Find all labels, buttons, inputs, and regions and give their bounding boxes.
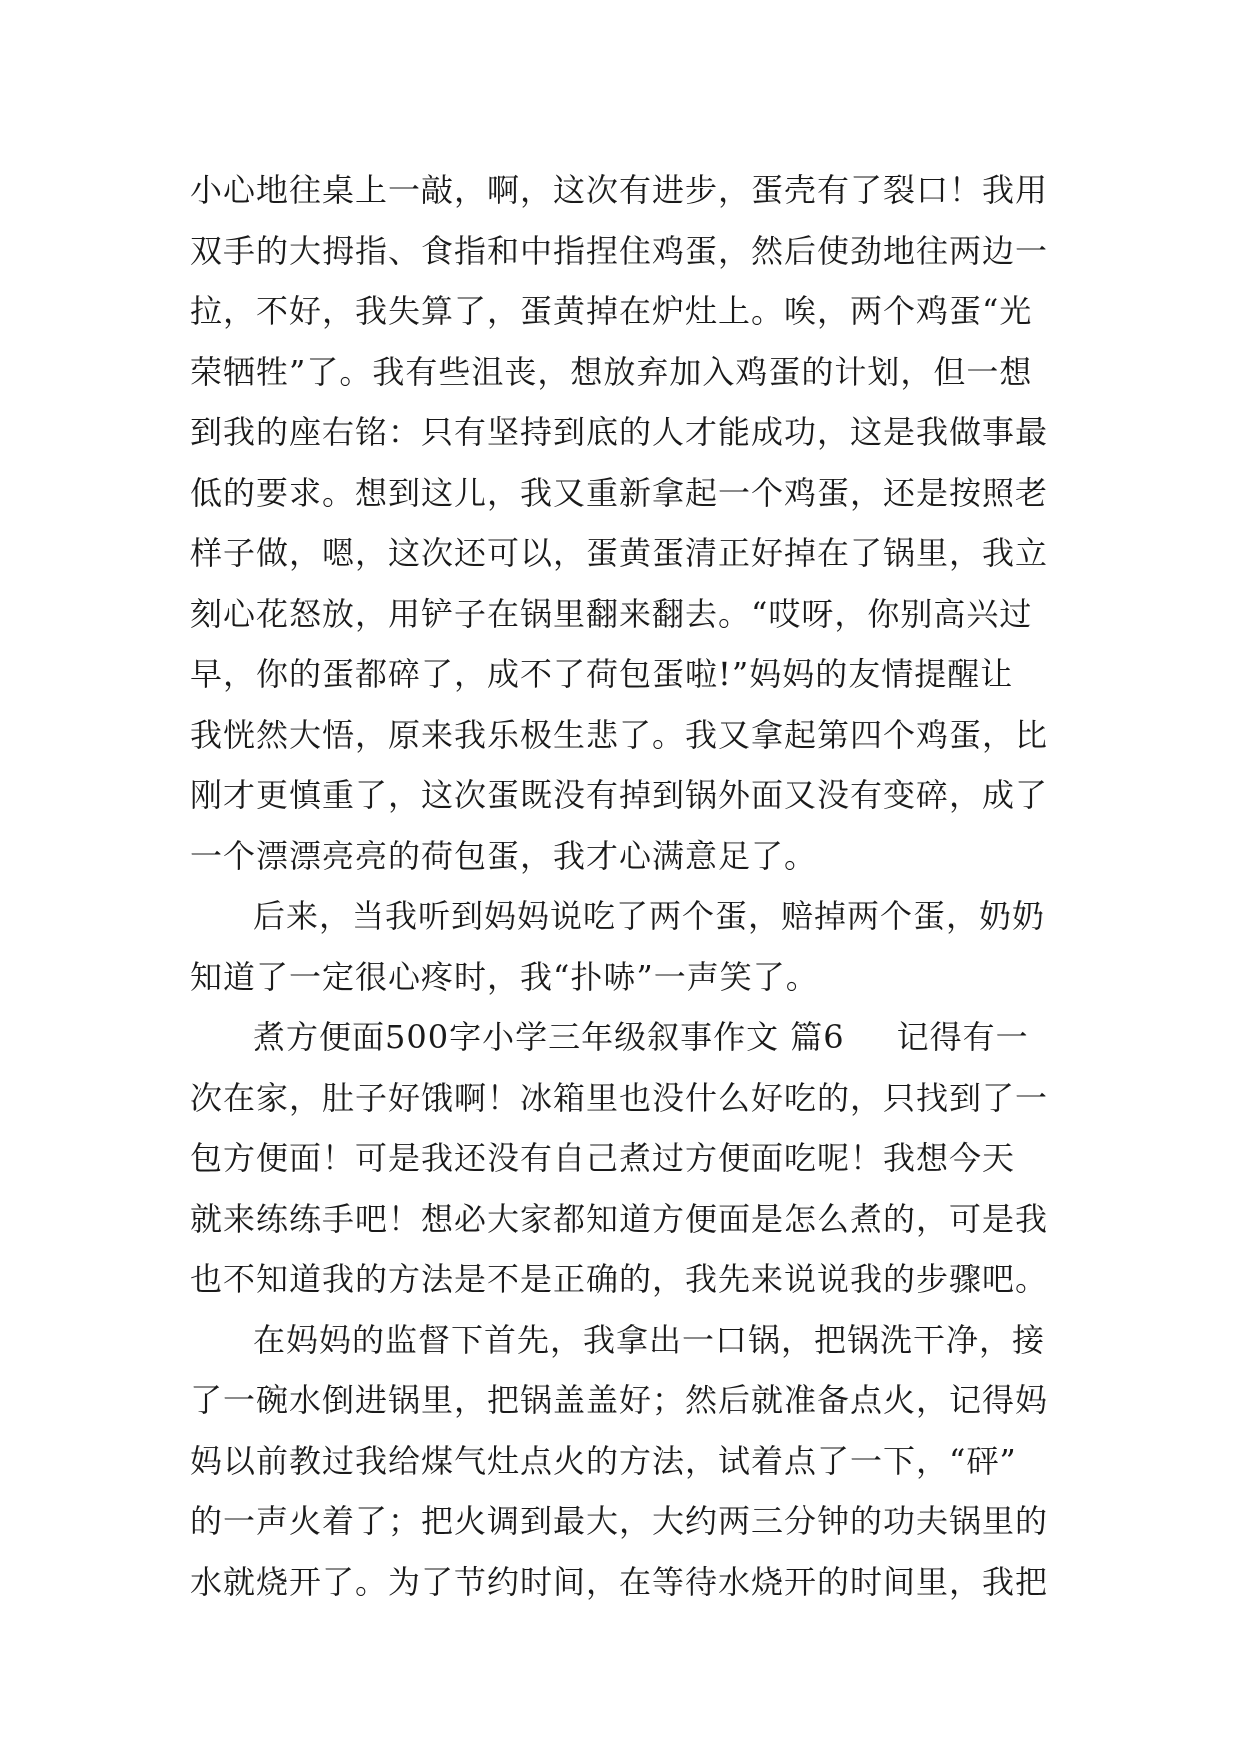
document-body: [190, 160, 1070, 1612]
essay-heading-line: [190, 1007, 1070, 1068]
essay-title: 煮方便面500字小学三年级叙事作文 篇6: [253, 1018, 845, 1056]
text-line: 包方便面！可是我还没有自己煮过方便面吃呢！我想今天: [190, 1139, 1016, 1177]
text-line: 刚才更慎重了，这次蛋既没有掉到锅外面又没有变碎，成了: [190, 776, 1049, 814]
text-line: 低的要求。想到这儿，我又重新拿起一个鸡蛋，还是按照老: [190, 473, 1049, 512]
text-line: 妈以前教过我给煤气灶点火的方法，试着点了一下，“砰”: [190, 1441, 1017, 1480]
essay-opening-text: 记得有一: [896, 1018, 1029, 1056]
text-line: 次在家，肚子好饿啊！冰箱里也没什么好吃的，只找到了一: [190, 1078, 1049, 1117]
paragraph-essay-6: [190, 1007, 1070, 1310]
text-line: 荣牺牲”了。我有些沮丧，想放弃加入鸡蛋的计划，但一想: [190, 352, 1033, 391]
text-line: 在妈妈的监督下首先，我拿出一口锅，把锅洗干净，接: [253, 1320, 1046, 1359]
text-line: 了一碗水倒进锅里，把锅盖盖好；然后就准备点火，记得妈: [190, 1381, 1049, 1419]
text-line: 一个漂漂亮亮的荷包蛋，我才心满意足了。: [190, 836, 818, 875]
text-line: 就来练练手吧！想必大家都知道方便面是怎么煮的，可是我: [190, 1199, 1049, 1238]
text-line: 我恍然大悟，原来我乐极生悲了。我又拿起第四个鸡蛋，比: [190, 715, 1049, 754]
paragraph-egg-continued: [190, 160, 1070, 886]
text-line: 双手的大拇指、食指和中指捏住鸡蛋，然后使劲地往两边一: [190, 231, 1049, 270]
text-line: 小心地往桌上一敲，啊，这次有进步，蛋壳有了裂口！我用: [190, 171, 1049, 209]
text-line: 样子做，嗯，这次还可以，蛋黄蛋清正好掉在了锅里，我立: [190, 534, 1049, 572]
text-line: 后来，当我听到妈妈说吃了两个蛋，赔掉两个蛋，奶奶: [253, 897, 1046, 935]
paragraph-grandma-laugh: [190, 886, 1070, 1007]
text-line: 拉，不好，我失算了，蛋黄掉在炉灶上。唉，两个鸡蛋“光: [190, 292, 1033, 330]
text-line: 的一声火着了；把火调到最大，大约两三分钟的功夫锅里的: [190, 1502, 1049, 1540]
text-line: 知道了一定很心疼时，我“扑哧”一声笑了。: [190, 957, 819, 996]
paragraph-boil-water: [190, 1310, 1070, 1613]
text-line: 早，你的蛋都碎了，成不了荷包蛋啦!”妈妈的友情提醒让: [190, 655, 1014, 693]
text-line: 到我的座右铭：只有坚持到底的人才能成功，这是我做事最: [190, 413, 1049, 451]
text-line: 水就烧开了。为了节约时间，在等待水烧开的时间里，我把: [190, 1562, 1049, 1601]
text-line: 刻心花怒放，用铲子在锅里翻来翻去。“哎呀，你别高兴过: [190, 594, 1033, 633]
text-line: 也不知道我的方法是不是正确的，我先来说说我的步骤吧。: [190, 1260, 1049, 1298]
